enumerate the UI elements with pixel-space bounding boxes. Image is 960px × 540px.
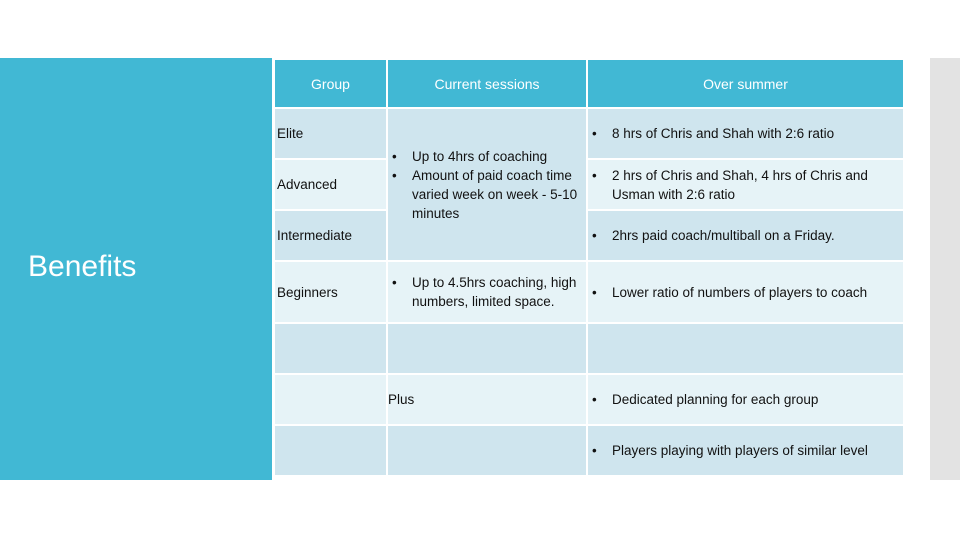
summer-item: • Lower ratio of numbers of players to coach xyxy=(588,283,867,302)
current-item: • Up to 4.5hrs coaching, high numbers, limited space. xyxy=(388,273,586,311)
empty-cell xyxy=(388,324,586,373)
empty-cell xyxy=(275,324,386,373)
summer-item: • 2hrs paid coach/multiball on a Friday. xyxy=(588,226,835,245)
current-plus: Plus xyxy=(388,375,586,424)
summer-item: • Players playing with players of similar level xyxy=(588,441,868,460)
group-intermediate: Intermediate xyxy=(275,211,386,260)
current-merged-cell xyxy=(388,109,586,260)
group-beginners: Beginners xyxy=(275,262,386,322)
group-elite: Elite xyxy=(275,109,386,158)
empty-cell xyxy=(275,375,386,424)
summer-cell xyxy=(588,426,903,475)
summer-cell xyxy=(588,375,903,424)
header-summer: Over summer xyxy=(588,60,903,107)
empty-cell xyxy=(275,426,386,475)
empty-cell xyxy=(388,426,586,475)
summer-item: • 8 hrs of Chris and Shah with 2:6 ratio xyxy=(588,124,834,143)
current-item: • Amount of paid coach time varied week on week - 5-10 minutes xyxy=(388,166,582,223)
summer-cell xyxy=(588,109,903,158)
empty-cell xyxy=(588,324,903,373)
header-group: Group xyxy=(275,60,386,107)
summer-cell xyxy=(588,262,903,322)
summer-cell xyxy=(588,160,903,209)
slide-title: Benefits xyxy=(28,250,137,283)
summer-item: • Dedicated planning for each group xyxy=(588,390,818,409)
group-advanced: Advanced xyxy=(275,160,386,209)
summer-cell xyxy=(588,211,903,260)
current-item: • Up to 4hrs of coaching xyxy=(388,147,582,166)
header-current: Current sessions xyxy=(388,60,586,107)
current-beginners-cell xyxy=(388,262,586,322)
right-bar xyxy=(930,58,960,480)
summer-item: • 2 hrs of Chris and Shah, 4 hrs of Chris and Usman with 2:6 ratio xyxy=(588,166,903,204)
